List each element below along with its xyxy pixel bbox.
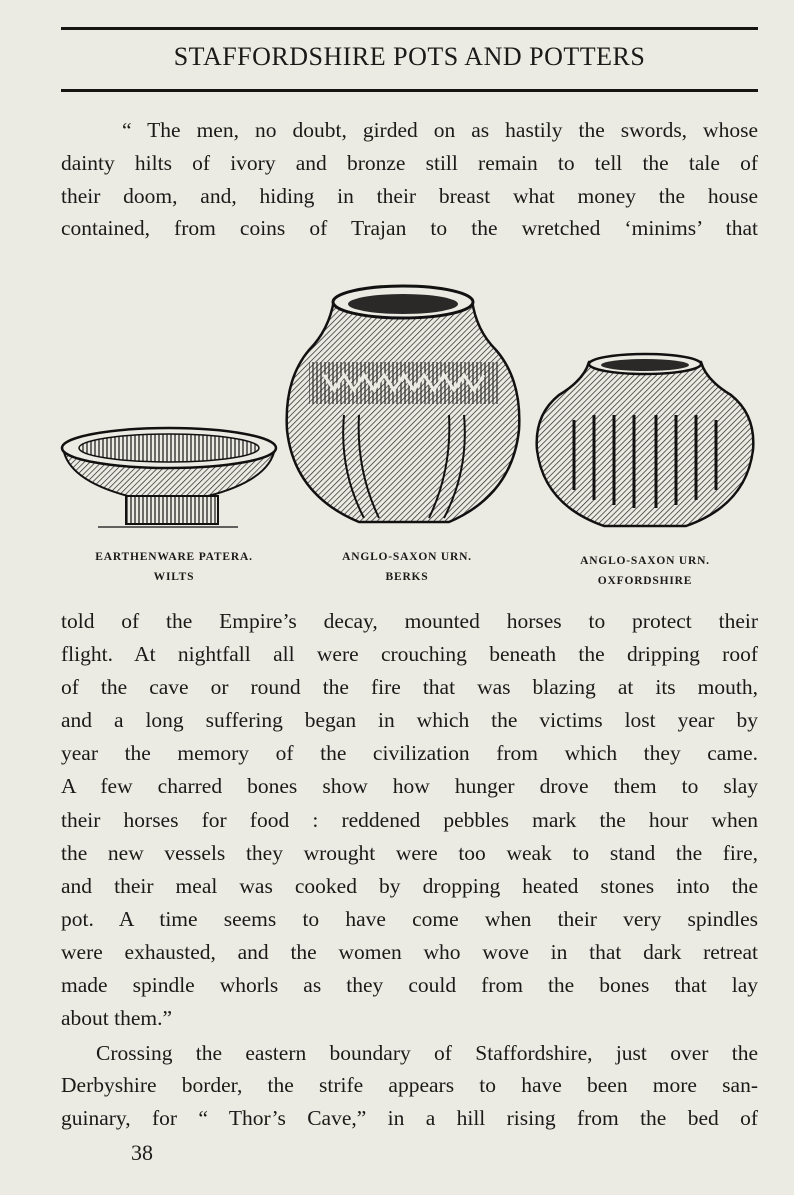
header-rule-bottom — [61, 89, 758, 92]
anglo-saxon-urn-berks-illustration — [284, 280, 522, 532]
text-line: Derbyshire border, the strife appears to have been more san- — [61, 1073, 758, 1097]
text-line: contained, from coins of Trajan to the wretched ‘minims’ that — [61, 216, 758, 240]
text-line: dainty hilts of ivory and bronze still remain to tell the tale of — [61, 151, 758, 175]
text-line: pot. A time seems to have come when their very spindles — [61, 907, 758, 931]
text-line: A few charred bones show how hunger drove them to slay — [61, 774, 758, 798]
text-line: their horses for food : reddened pebbles mark the hour when — [61, 808, 758, 832]
page-number: 38 — [131, 1140, 153, 1165]
caption-title: ANGLO-SAXON URN. — [342, 551, 472, 563]
text-line: about them.” — [61, 1006, 173, 1030]
text-line: and their meal was cooked by dropping heated stones into the — [61, 874, 758, 898]
text-line: guinary, for “ Thor’s Cave,” in a hill rising from the bed of — [61, 1106, 758, 1130]
caption-title: ANGLO-SAXON URN. — [580, 555, 710, 567]
text-line: of the cave or round the fire that was blazing at its mouth, — [61, 675, 758, 699]
figure-caption-urn-berks — [296, 547, 518, 587]
text-line: the new vessels they wrought were too weak to stand the fire, — [61, 841, 758, 865]
text-line: made spindle whorls as they could from the bones that lay — [61, 973, 758, 997]
caption-location: BERKS — [385, 571, 429, 583]
figure-caption-patera — [60, 547, 288, 587]
header-rule-top — [61, 27, 758, 30]
caption-title: EARTHENWARE PATERA. — [95, 551, 253, 563]
running-header: STAFFORDSHIRE POTS AND POTTERS — [173, 42, 646, 71]
anglo-saxon-urn-oxfordshire-illustration — [534, 350, 756, 535]
figure-caption-urn-oxfordshire — [530, 551, 760, 591]
earthenware-patera-illustration — [58, 420, 280, 535]
text-line: their doom, and, hiding in their breast what money the house — [61, 184, 758, 208]
text-line: “ The men, no doubt, girded on as hastily the swords, whose — [122, 118, 758, 142]
caption-location: OXFORDSHIRE — [597, 575, 693, 587]
text-line: told of the Empire’s decay, mounted horses to protect their — [61, 609, 758, 633]
text-line: and a long suffering began in which the victims lost year by — [61, 708, 758, 732]
text-line: were exhausted, and the women who wove in that dark retreat — [61, 940, 758, 964]
caption-location: WILTS — [153, 571, 195, 583]
text-line: year the memory of the civilization from which they came. — [61, 741, 758, 765]
text-line: flight. At nightfall all were crouching beneath the dripping roof — [61, 642, 758, 666]
text-line: Crossing the eastern boundary of Staffordshire, just over the — [96, 1041, 758, 1065]
